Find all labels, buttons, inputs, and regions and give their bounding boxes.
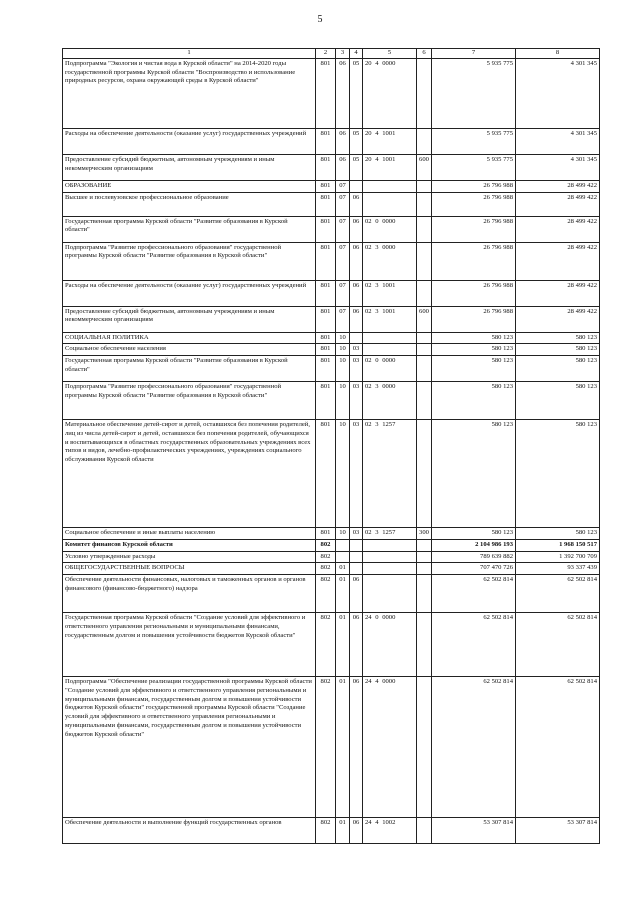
target-item-code-cell: 02 3 0000 [363, 242, 417, 280]
amount-column-8-cell: 580 123 [516, 382, 600, 420]
expense-type-code-cell [417, 344, 432, 356]
amount-column-8-cell: 28 499 422 [516, 216, 600, 242]
amount-column-8-cell: 28 499 422 [516, 242, 600, 280]
expense-type-code-cell: 600 [417, 306, 432, 332]
target-item-code-cell: 02 0 0000 [363, 356, 417, 382]
target-item-code-cell: 02 3 1001 [363, 280, 417, 306]
expense-type-code-cell [417, 216, 432, 242]
target-item-code-cell: 02 3 1257 [363, 528, 417, 540]
amount-column-8-cell: 62 502 814 [516, 575, 600, 613]
section-code-cell: 10 [336, 420, 350, 528]
amount-column-7-cell: 53 307 814 [432, 818, 516, 844]
amount-column-7-cell: 2 104 986 193 [432, 539, 516, 551]
expense-type-code-cell: 600 [417, 154, 432, 180]
subsection-code-cell: 06 [350, 677, 363, 818]
ministry-code-cell: 802 [316, 563, 336, 575]
ministry-code-cell: 801 [316, 420, 336, 528]
amount-column-7-cell: 26 796 988 [432, 306, 516, 332]
section-code-cell [336, 539, 350, 551]
amount-column-8-cell: 93 337 439 [516, 563, 600, 575]
row-name-cell: Подпрограмма "Обеспечение реализации государственной программы Курской области "Создание условий для эффективного и ответственного управления региональными и муниципальными финансами, государственным долгом и повышения устойчивости бюджетов Курской области" государственной программы Курской области "Создание условий для эффективного и ответственного управления региональными и муниципальными финансами, государственным долгом и повышения устойчивости бюджетов Курской области" [63, 677, 316, 818]
expense-type-code-cell [417, 539, 432, 551]
subsection-code-cell: 03 [350, 382, 363, 420]
target-item-code-cell [363, 180, 417, 192]
subsection-code-cell: 06 [350, 192, 363, 216]
column-number: 1 [63, 49, 316, 59]
subsection-code-cell: 05 [350, 128, 363, 154]
ministry-code-cell: 801 [316, 356, 336, 382]
section-code-cell: 07 [336, 306, 350, 332]
row-name-cell: СОЦИАЛЬНАЯ ПОЛИТИКА [63, 332, 316, 344]
amount-column-7-cell: 5 935 775 [432, 128, 516, 154]
amount-column-7-cell: 5 935 775 [432, 154, 516, 180]
budget-table [62, 48, 600, 844]
ministry-code-cell: 802 [316, 677, 336, 818]
amount-column-7-cell: 26 796 988 [432, 242, 516, 280]
table-row [63, 192, 600, 216]
table-row [63, 344, 600, 356]
row-name-cell: Расходы на обеспечение деятельности (оказание услуг) государственных учреждений [63, 128, 316, 154]
subsection-code-cell: 05 [350, 154, 363, 180]
row-name-cell: Социальное обеспечение населения [63, 344, 316, 356]
row-name-cell: Материальное обеспечение детей-сирот и детей, оставшихся без попечения родителей, лиц из числа детей-сирот и детей, оставшихся без попечения родителей, обучающихся и воспитывающихся в областных государственных образовательных учреждениях всех типов и видов, лечебно-профилактических учреждениях, учреждениях социального обслуживания Курской области [63, 420, 316, 528]
subsection-code-cell: 06 [350, 306, 363, 332]
row-name-cell: Государственная программа Курской области "Создание условий для эффективного и ответственного управления региональными и муниципальными финансами, государственным долгом и повышения устойчивости бюджетов Курской области" [63, 613, 316, 677]
subsection-code-cell [350, 563, 363, 575]
target-item-code-cell: 02 0 0000 [363, 216, 417, 242]
section-code-cell: 10 [336, 382, 350, 420]
table-row [63, 613, 600, 677]
table-row [63, 180, 600, 192]
section-code-cell: 07 [336, 192, 350, 216]
ministry-code-cell: 801 [316, 382, 336, 420]
amount-column-7-cell: 707 470 726 [432, 563, 516, 575]
ministry-code-cell: 802 [316, 575, 336, 613]
row-name-cell: Социальное обеспечение и иные выплаты населению [63, 528, 316, 540]
subsection-code-cell: 03 [350, 420, 363, 528]
expense-type-code-cell [417, 551, 432, 563]
table-row [63, 306, 600, 332]
subsection-code-cell: 05 [350, 58, 363, 128]
ministry-code-cell: 801 [316, 128, 336, 154]
target-item-code-cell: 24 0 0000 [363, 613, 417, 677]
subsection-code-cell: 06 [350, 280, 363, 306]
ministry-code-cell: 802 [316, 613, 336, 677]
column-number: 6 [417, 49, 432, 59]
amount-column-7-cell: 5 935 775 [432, 58, 516, 128]
amount-column-8-cell: 580 123 [516, 420, 600, 528]
amount-column-7-cell: 580 123 [432, 382, 516, 420]
target-item-code-cell: 20 4 1001 [363, 154, 417, 180]
column-number: 2 [316, 49, 336, 59]
section-code-cell: 10 [336, 344, 350, 356]
row-name-cell: Государственная программа Курской области "Развитие образования в Курской области" [63, 356, 316, 382]
page-number: 5 [317, 14, 323, 25]
target-item-code-cell [363, 563, 417, 575]
subsection-code-cell: 06 [350, 242, 363, 280]
target-item-code-cell [363, 332, 417, 344]
table-row [63, 563, 600, 575]
target-item-code-cell: 24 4 1002 [363, 818, 417, 844]
ministry-code-cell: 801 [316, 242, 336, 280]
amount-column-8-cell: 28 499 422 [516, 192, 600, 216]
table-row [63, 539, 600, 551]
row-name-cell: Государственная программа Курской области "Развитие образования в Курской области" [63, 216, 316, 242]
target-item-code-cell: 20 4 0000 [363, 58, 417, 128]
table-row [63, 528, 600, 540]
expense-type-code-cell [417, 677, 432, 818]
amount-column-8-cell: 4 301 345 [516, 128, 600, 154]
table-row [63, 420, 600, 528]
table-row [63, 216, 600, 242]
target-item-code-cell [363, 192, 417, 216]
ministry-code-cell: 802 [316, 551, 336, 563]
ministry-code-cell: 801 [316, 280, 336, 306]
amount-column-8-cell: 580 123 [516, 344, 600, 356]
expense-type-code-cell [417, 280, 432, 306]
row-name-cell: ОБРАЗОВАНИЕ [63, 180, 316, 192]
expense-type-code-cell [417, 575, 432, 613]
ministry-code-cell: 801 [316, 528, 336, 540]
expense-type-code-cell [417, 242, 432, 280]
subsection-code-cell: 06 [350, 613, 363, 677]
column-number: 4 [350, 49, 363, 59]
section-code-cell: 01 [336, 677, 350, 818]
expense-type-code-cell [417, 192, 432, 216]
subsection-code-cell [350, 539, 363, 551]
row-name-cell: Обеспечение деятельности и выполнение функций государственных органов [63, 818, 316, 844]
subsection-code-cell: 03 [350, 356, 363, 382]
amount-column-8-cell: 62 502 814 [516, 613, 600, 677]
column-number: 3 [336, 49, 350, 59]
row-name-cell: Комитет финансов Курской области [63, 539, 316, 551]
row-name-cell: Обеспечение деятельности финансовых, налоговых и таможенных органов и органов финансового (финансово-бюджетного) надзора [63, 575, 316, 613]
expense-type-code-cell [417, 613, 432, 677]
ministry-code-cell: 801 [316, 332, 336, 344]
amount-column-8-cell: 53 307 814 [516, 818, 600, 844]
amount-column-8-cell: 28 499 422 [516, 180, 600, 192]
target-item-code-cell: 02 3 1001 [363, 306, 417, 332]
expense-type-code-cell [417, 128, 432, 154]
amount-column-8-cell: 1 968 150 517 [516, 539, 600, 551]
section-code-cell: 01 [336, 613, 350, 677]
amount-column-7-cell: 62 502 814 [432, 613, 516, 677]
row-name-cell: Подпрограмма "Развитие профессионального образования" государственной программы Курской области "Развитие образования в Курской области" [63, 242, 316, 280]
table-row [63, 58, 600, 128]
target-item-code-cell [363, 539, 417, 551]
table-row [63, 332, 600, 344]
table-row [63, 818, 600, 844]
amount-column-8-cell: 28 499 422 [516, 306, 600, 332]
target-item-code-cell: 02 3 0000 [363, 382, 417, 420]
section-code-cell: 06 [336, 154, 350, 180]
section-code-cell: 10 [336, 528, 350, 540]
subsection-code-cell: 06 [350, 575, 363, 613]
amount-column-8-cell: 62 502 814 [516, 677, 600, 818]
subsection-code-cell: 03 [350, 344, 363, 356]
expense-type-code-cell [417, 58, 432, 128]
table-row [63, 382, 600, 420]
section-code-cell: 06 [336, 58, 350, 128]
amount-column-7-cell: 26 796 988 [432, 180, 516, 192]
table-row [63, 128, 600, 154]
section-code-cell: 07 [336, 280, 350, 306]
expense-type-code-cell [417, 420, 432, 528]
ministry-code-cell: 802 [316, 818, 336, 844]
subsection-code-cell: 06 [350, 216, 363, 242]
amount-column-7-cell: 789 639 882 [432, 551, 516, 563]
section-code-cell: 06 [336, 128, 350, 154]
amount-column-8-cell: 1 392 700 709 [516, 551, 600, 563]
amount-column-8-cell: 4 301 345 [516, 58, 600, 128]
ministry-code-cell: 801 [316, 58, 336, 128]
section-code-cell: 07 [336, 216, 350, 242]
table-row [63, 551, 600, 563]
table-row [63, 575, 600, 613]
section-code-cell: 01 [336, 575, 350, 613]
row-name-cell: Условно утвержденные расходы [63, 551, 316, 563]
section-code-cell: 10 [336, 332, 350, 344]
table-row [63, 677, 600, 818]
subsection-code-cell [350, 332, 363, 344]
amount-column-8-cell: 28 499 422 [516, 280, 600, 306]
amount-column-7-cell: 26 796 988 [432, 216, 516, 242]
row-name-cell: Подпрограмма "Развитие профессионального образования" государственной программы Курской области "Развитие образования в Курской области" [63, 382, 316, 420]
expense-type-code-cell [417, 382, 432, 420]
row-name-cell: Предоставление субсидий бюджетным, автономным учреждениям и иным некоммерческим организациям [63, 154, 316, 180]
section-code-cell: 10 [336, 356, 350, 382]
table-row [63, 356, 600, 382]
section-code-cell [336, 551, 350, 563]
amount-column-7-cell: 580 123 [432, 528, 516, 540]
section-code-cell: 01 [336, 563, 350, 575]
expense-type-code-cell [417, 332, 432, 344]
row-name-cell: ОБЩЕГОСУДАРСТВЕННЫЕ ВОПРОСЫ [63, 563, 316, 575]
column-number: 5 [363, 49, 417, 59]
column-number: 8 [516, 49, 600, 59]
target-item-code-cell: 24 4 0000 [363, 677, 417, 818]
amount-column-8-cell: 580 123 [516, 528, 600, 540]
ministry-code-cell: 801 [316, 344, 336, 356]
amount-column-7-cell: 580 123 [432, 420, 516, 528]
column-number: 7 [432, 49, 516, 59]
amount-column-7-cell: 62 502 814 [432, 677, 516, 818]
subsection-code-cell [350, 551, 363, 563]
expense-type-code-cell [417, 356, 432, 382]
ministry-code-cell: 801 [316, 154, 336, 180]
subsection-code-cell: 03 [350, 528, 363, 540]
ministry-code-cell: 801 [316, 180, 336, 192]
target-item-code-cell [363, 575, 417, 613]
amount-column-7-cell: 580 123 [432, 356, 516, 382]
target-item-code-cell: 20 4 1001 [363, 128, 417, 154]
ministry-code-cell: 801 [316, 216, 336, 242]
amount-column-7-cell: 62 502 814 [432, 575, 516, 613]
amount-column-8-cell: 580 123 [516, 356, 600, 382]
target-item-code-cell: 02 3 1257 [363, 420, 417, 528]
ministry-code-cell: 801 [316, 306, 336, 332]
amount-column-7-cell: 580 123 [432, 332, 516, 344]
amount-column-7-cell: 26 796 988 [432, 192, 516, 216]
amount-column-7-cell: 580 123 [432, 344, 516, 356]
amount-column-8-cell: 4 301 345 [516, 154, 600, 180]
ministry-code-cell: 802 [316, 539, 336, 551]
section-code-cell: 01 [336, 818, 350, 844]
row-name-cell: Высшее и послевузовское профессиональное образование [63, 192, 316, 216]
subsection-code-cell [350, 180, 363, 192]
expense-type-code-cell [417, 180, 432, 192]
row-name-cell: Расходы на обеспечение деятельности (оказание услуг) государственных учреждений [63, 280, 316, 306]
expense-type-code-cell [417, 818, 432, 844]
table-row [63, 154, 600, 180]
column-number-header-row [63, 49, 600, 59]
subsection-code-cell: 06 [350, 818, 363, 844]
row-name-cell: Подпрограмма "Экология и чистая вода в Курской области" на 2014-2020 годы государственной программы Курской области "Воспроизводство и использование природных ресурсов, охрана окружающей среды в Курской области" [63, 58, 316, 128]
target-item-code-cell [363, 344, 417, 356]
amount-column-8-cell: 580 123 [516, 332, 600, 344]
ministry-code-cell: 801 [316, 192, 336, 216]
section-code-cell: 07 [336, 242, 350, 280]
section-code-cell: 07 [336, 180, 350, 192]
row-name-cell: Предоставление субсидий бюджетным, автономным учреждениям и иным некоммерческим организациям [63, 306, 316, 332]
table-row [63, 242, 600, 280]
table-row [63, 280, 600, 306]
amount-column-7-cell: 26 796 988 [432, 280, 516, 306]
expense-type-code-cell [417, 563, 432, 575]
target-item-code-cell [363, 551, 417, 563]
expense-type-code-cell: 300 [417, 528, 432, 540]
